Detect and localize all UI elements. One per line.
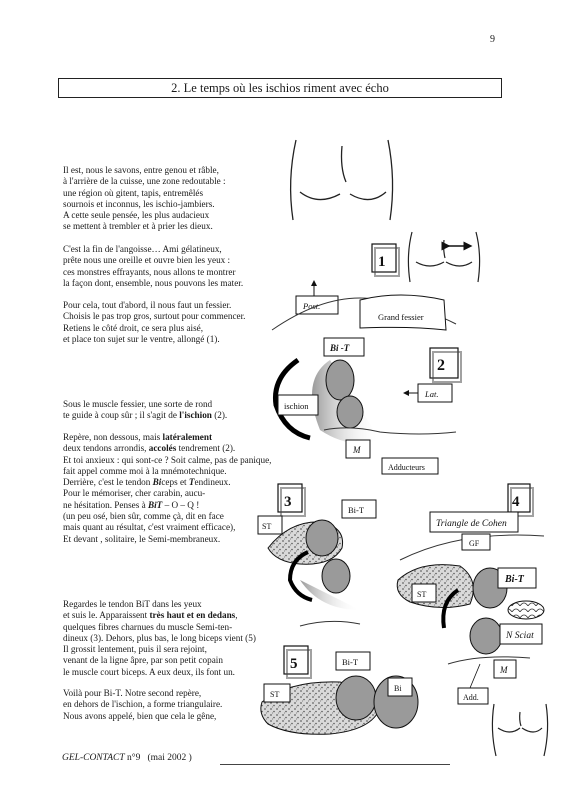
text-line: Retiens le côté droit, ce sera plus aisé, [63,322,204,333]
label-st: ST [270,690,280,699]
text-run: ceps et [161,477,189,488]
bold-term: accolés [148,443,177,454]
label-grand-fessier: Grand fessier [378,312,424,322]
text-run: , [235,610,238,621]
bold-term: très haut et en dedans [149,610,236,621]
text-run: te guide à coup sûr ; il s'agit de [63,410,180,421]
text-line: le muscle court biceps. A eux deux, ils font un. [63,666,235,677]
text-line: fait appel comme moi à la mnémotechnique. [63,465,227,476]
label-bit: Bi-T [342,657,359,667]
text-line: Pour le mémoriser, cher carabin, aucu- [63,488,206,499]
text-line: Il est, nous le savons, entre genou et râble, [63,165,219,175]
text-line: dineux (3). Dehors, plus bas, le long biceps vient (5) [63,632,256,643]
label-m: M [500,665,508,675]
text-line: en dehors de l'ischion, a forme triangulaire. [63,699,223,710]
text-run: (2). [211,410,228,421]
figure-number: 5 [290,656,298,672]
text-line: Il grossit lentement, puis il sera rejoint, [63,644,207,655]
text-run: deux tendons arrondis, [63,443,149,454]
text-line: Regardes le tendon BiT dans les yeux [63,599,202,609]
page-number: 9 [490,34,495,45]
text-line: une région où gitent, tapis, entremêlés [63,187,204,198]
figure-4 [397,484,544,704]
bold-term: l'ischion [179,410,212,421]
footer-number: n°9 [127,753,141,763]
figure-2 [272,283,461,474]
text-run: ne hésitation. Penses à [63,499,148,510]
bold-italic-term: Bi [152,477,162,488]
label-bit: Bi -T [330,343,350,353]
figure-number: 2 [437,357,445,374]
text-line: Et toi anxieux : qui sont-ce ? Soit calme, pas de panique, [63,454,272,465]
text-line: la façon dont, ensemble, nous pouvons les mater. [63,277,244,288]
text-run: et suis le. Apparaissent [63,610,150,621]
label-bit: Bi-T [348,505,365,515]
text-run: Derrière, c'est le tendon [63,477,153,488]
footer-rule [220,764,450,765]
footer-date: (mai 2002 ) [147,753,192,763]
footer-issue: GEL-CONTACT [62,753,125,763]
section-title: 2. Le temps où les ischios riment avec écho [58,78,502,98]
label-post: Post. [303,301,321,311]
label-m: M [353,445,361,455]
label-ischion: ischion [284,401,309,411]
label-lat: Lat. [425,389,439,399]
figure-number: 4 [512,494,520,510]
text-run: tendrement (2). [176,443,236,454]
text-line: Nous avons appelé, bien que cela le gêne, [63,710,217,721]
text-line: venant de la ligne âpre, par son petit copain [63,655,223,666]
text-line: quelques fibres charnues du muscle Semi-ten- [63,621,233,632]
legs-sketch [492,704,547,756]
text-line: Choisis le pas trop gros, surtout pour commencer. [63,311,246,322]
text-line: A cette seule pensée, les plus audacieux [63,210,210,221]
text-run: – O – Q ! [162,499,200,510]
bold-italic-term: BiT [147,499,163,510]
text-run: endineux. [194,477,231,488]
text-line: mais quant au résultat, c'est vraiment efficace), [63,522,236,533]
label-st: ST [417,590,427,599]
text-line: Sous le muscle fessier, une sorte de rond [63,399,213,409]
label-add: Add. [463,693,479,702]
label-bi: Bi [394,684,402,693]
text-line: Et devant , solitaire, le Semi-membraneux. [63,533,221,544]
text-line: ces monstres effrayants, nous allons te montrer [63,266,236,277]
figure-5 [261,646,418,734]
figure-number: 1 [378,254,386,270]
label-gf: GF [469,539,480,548]
text-line: prête nous une oreille et ouvre bien les yeux : [63,255,231,266]
buttocks-sketch [291,140,393,220]
text-line: et place ton sujet sur le ventre, allongé (1). [63,333,220,344]
bold-italic-term: T [188,477,195,488]
figure-3 [258,484,376,626]
label-bit: Bi-T [505,574,524,585]
text-line: Voilà pour Bi-T. Notre second repère, [63,688,202,698]
text-line: sournois et inconnus, les ischio-jambiers. [63,198,215,209]
figure-1 [372,232,480,282]
label-st: ST [262,522,272,531]
label-n-sciat: N Sciat [506,631,534,641]
footer [62,753,192,763]
text-line: C'est la fin de l'angoisse… Ami gélatineux, [63,244,222,254]
bold-term: latéralement [162,432,213,442]
label-adducteurs: Adducteurs [388,463,425,472]
text-line: (un peu osé, bien sûr, comme çà, dit en face [63,511,224,522]
text-line: Pour cela, tout d'abord, il nous faut un fessier. [63,300,232,310]
text-run: Repère, non dessous, mais [63,432,163,442]
label-triangle-de-cohen: Triangle de Cohen [436,519,507,529]
text-line: à l'arrière de la cuisse, une zone redoutable : [63,176,226,187]
figure-number: 3 [284,494,292,510]
text-line: se mettent à trembler et à prier les dieux. [63,221,213,232]
